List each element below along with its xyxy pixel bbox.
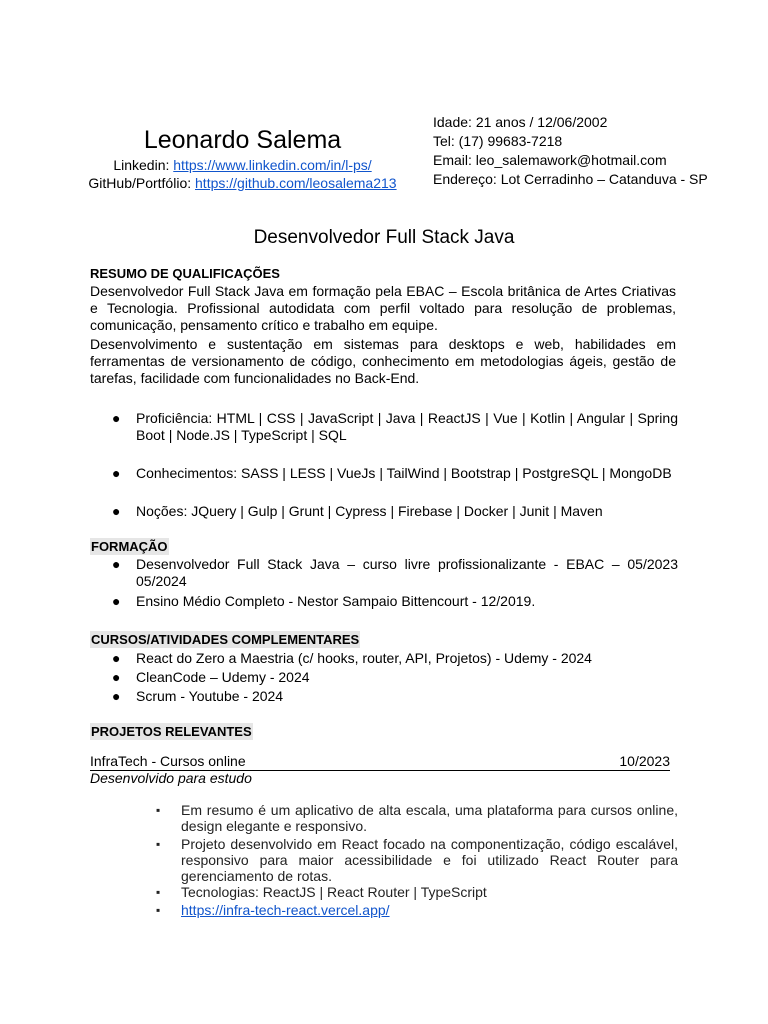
skill-item xyxy=(112,465,678,482)
summary-paragraph-2: Desenvolvimento e sustentação em sistemas para desktops e web, habilidades em ferramentas de versionamento de código, conhecimento em metodologias ágeis, gestão de tarefas, facilidade com funcionalidades no Back-End. xyxy=(90,336,676,386)
bullet-icon: ● xyxy=(112,650,121,666)
bullet-icon: ● xyxy=(112,593,121,609)
project-detail xyxy=(156,884,678,900)
project-detail xyxy=(156,836,678,884)
project-name: InfraTech - Cursos online xyxy=(90,753,246,769)
square-bullet-icon: ▪ xyxy=(156,885,161,899)
course-text: CleanCode – Udemy - 2024 xyxy=(136,669,310,685)
education-text: Ensino Médio Completo - Nestor Sampaio Bittencourt - 12/2019. xyxy=(136,593,536,609)
summary-paragraph-1: Desenvolvedor Full Stack Java em formação pela EBAC – Escola britânica de Artes Criativas e Tecnologia. Profissional autodidata com perfil voltado para resolução de problemas, comunicação, pensamento crítico e trabalho em equipe. xyxy=(90,283,676,333)
course-item xyxy=(112,688,678,705)
linkedin-label: Linkedin: xyxy=(113,157,170,173)
course-item xyxy=(112,650,678,667)
project-detail xyxy=(156,802,678,834)
skill-text: Conhecimentos: SASS | LESS | VueJs | TailWind | Bootstrap | PostgreSQL | MongoDB xyxy=(136,465,672,481)
github-label: GitHub/Portfólio: xyxy=(88,175,192,191)
email-info: Email: leo_salemawork@hotmail.com xyxy=(433,152,667,168)
square-bullet-icon: ▪ xyxy=(156,903,161,917)
education-heading: FORMAÇÃO xyxy=(91,539,168,554)
courses-heading: CURSOS/ATIVIDADES COMPLEMENTARES xyxy=(91,632,360,647)
square-bullet-icon: ▪ xyxy=(156,803,161,817)
course-text: React do Zero a Maestria (c/ hooks, router, API, Projetos) - Udemy - 2024 xyxy=(136,650,592,666)
phone-info: Tel: (17) 99683-7218 xyxy=(433,133,563,149)
education-text: Desenvolvedor Full Stack Java – curso livre profissionalizante - EBAC – 05/2023 05/2024 xyxy=(136,556,678,589)
job-title: Desenvolvedor Full Stack Java xyxy=(253,227,515,248)
course-item xyxy=(112,669,678,686)
course-text: Scrum - Youtube - 2024 xyxy=(136,688,284,704)
skill-item xyxy=(112,503,678,520)
square-bullet-icon: ▪ xyxy=(156,837,161,851)
linkedin-line xyxy=(70,156,415,174)
project-date: 10/2023 xyxy=(619,753,670,769)
candidate-name: Leonardo Salema xyxy=(143,126,342,154)
projects-heading: PROJETOS RELEVANTES xyxy=(91,724,252,739)
bullet-icon: ● xyxy=(112,465,121,481)
education-item xyxy=(112,556,678,590)
project-link[interactable]: https://infra-tech-react.vercel.app/ xyxy=(181,902,390,918)
github-link[interactable]: https://github.com/leosalema213 xyxy=(195,175,397,191)
project-link-item xyxy=(156,902,678,918)
address-info: Endereço: Lot Cerradinho – Catanduva - SP xyxy=(433,171,708,187)
github-line xyxy=(70,174,415,192)
project-subtitle: Desenvolvido para estudo xyxy=(90,770,252,786)
bullet-icon: ● xyxy=(112,669,121,685)
project-header xyxy=(90,753,670,771)
skill-item xyxy=(112,410,678,444)
bullet-icon: ● xyxy=(112,503,121,519)
skill-text: Proficiência: HTML | CSS | JavaScript | Java | ReactJS | Vue | Kotlin | Angular | Spring Boot | Node.JS | TypeScript | SQL xyxy=(136,410,678,443)
project-detail-text: Projeto desenvolvido em React focado na componentização, código escalável, responsivo para maior acessibilidade e foi utilizado React Router para gerenciamento de rotas. xyxy=(181,836,678,884)
skill-text: Noções: JQuery | Gulp | Grunt | Cypress | Firebase | Docker | Junit | Maven xyxy=(136,503,603,519)
education-item xyxy=(112,593,678,610)
project-detail-text: Em resumo é um aplicativo de alta escala, uma plataforma para cursos online, design elegante e responsivo. xyxy=(181,802,678,834)
bullet-icon: ● xyxy=(112,688,121,704)
bullet-icon: ● xyxy=(112,556,121,572)
age-info: Idade: 21 anos / 12/06/2002 xyxy=(433,114,608,130)
linkedin-link[interactable]: https://www.linkedin.com/in/l-ps/ xyxy=(173,157,372,173)
summary-heading: RESUMO DE QUALIFICAÇÕES xyxy=(90,266,280,281)
project-detail-text: Tecnologias: ReactJS | React Router | TypeScript xyxy=(181,884,487,900)
bullet-icon: ● xyxy=(112,410,121,426)
